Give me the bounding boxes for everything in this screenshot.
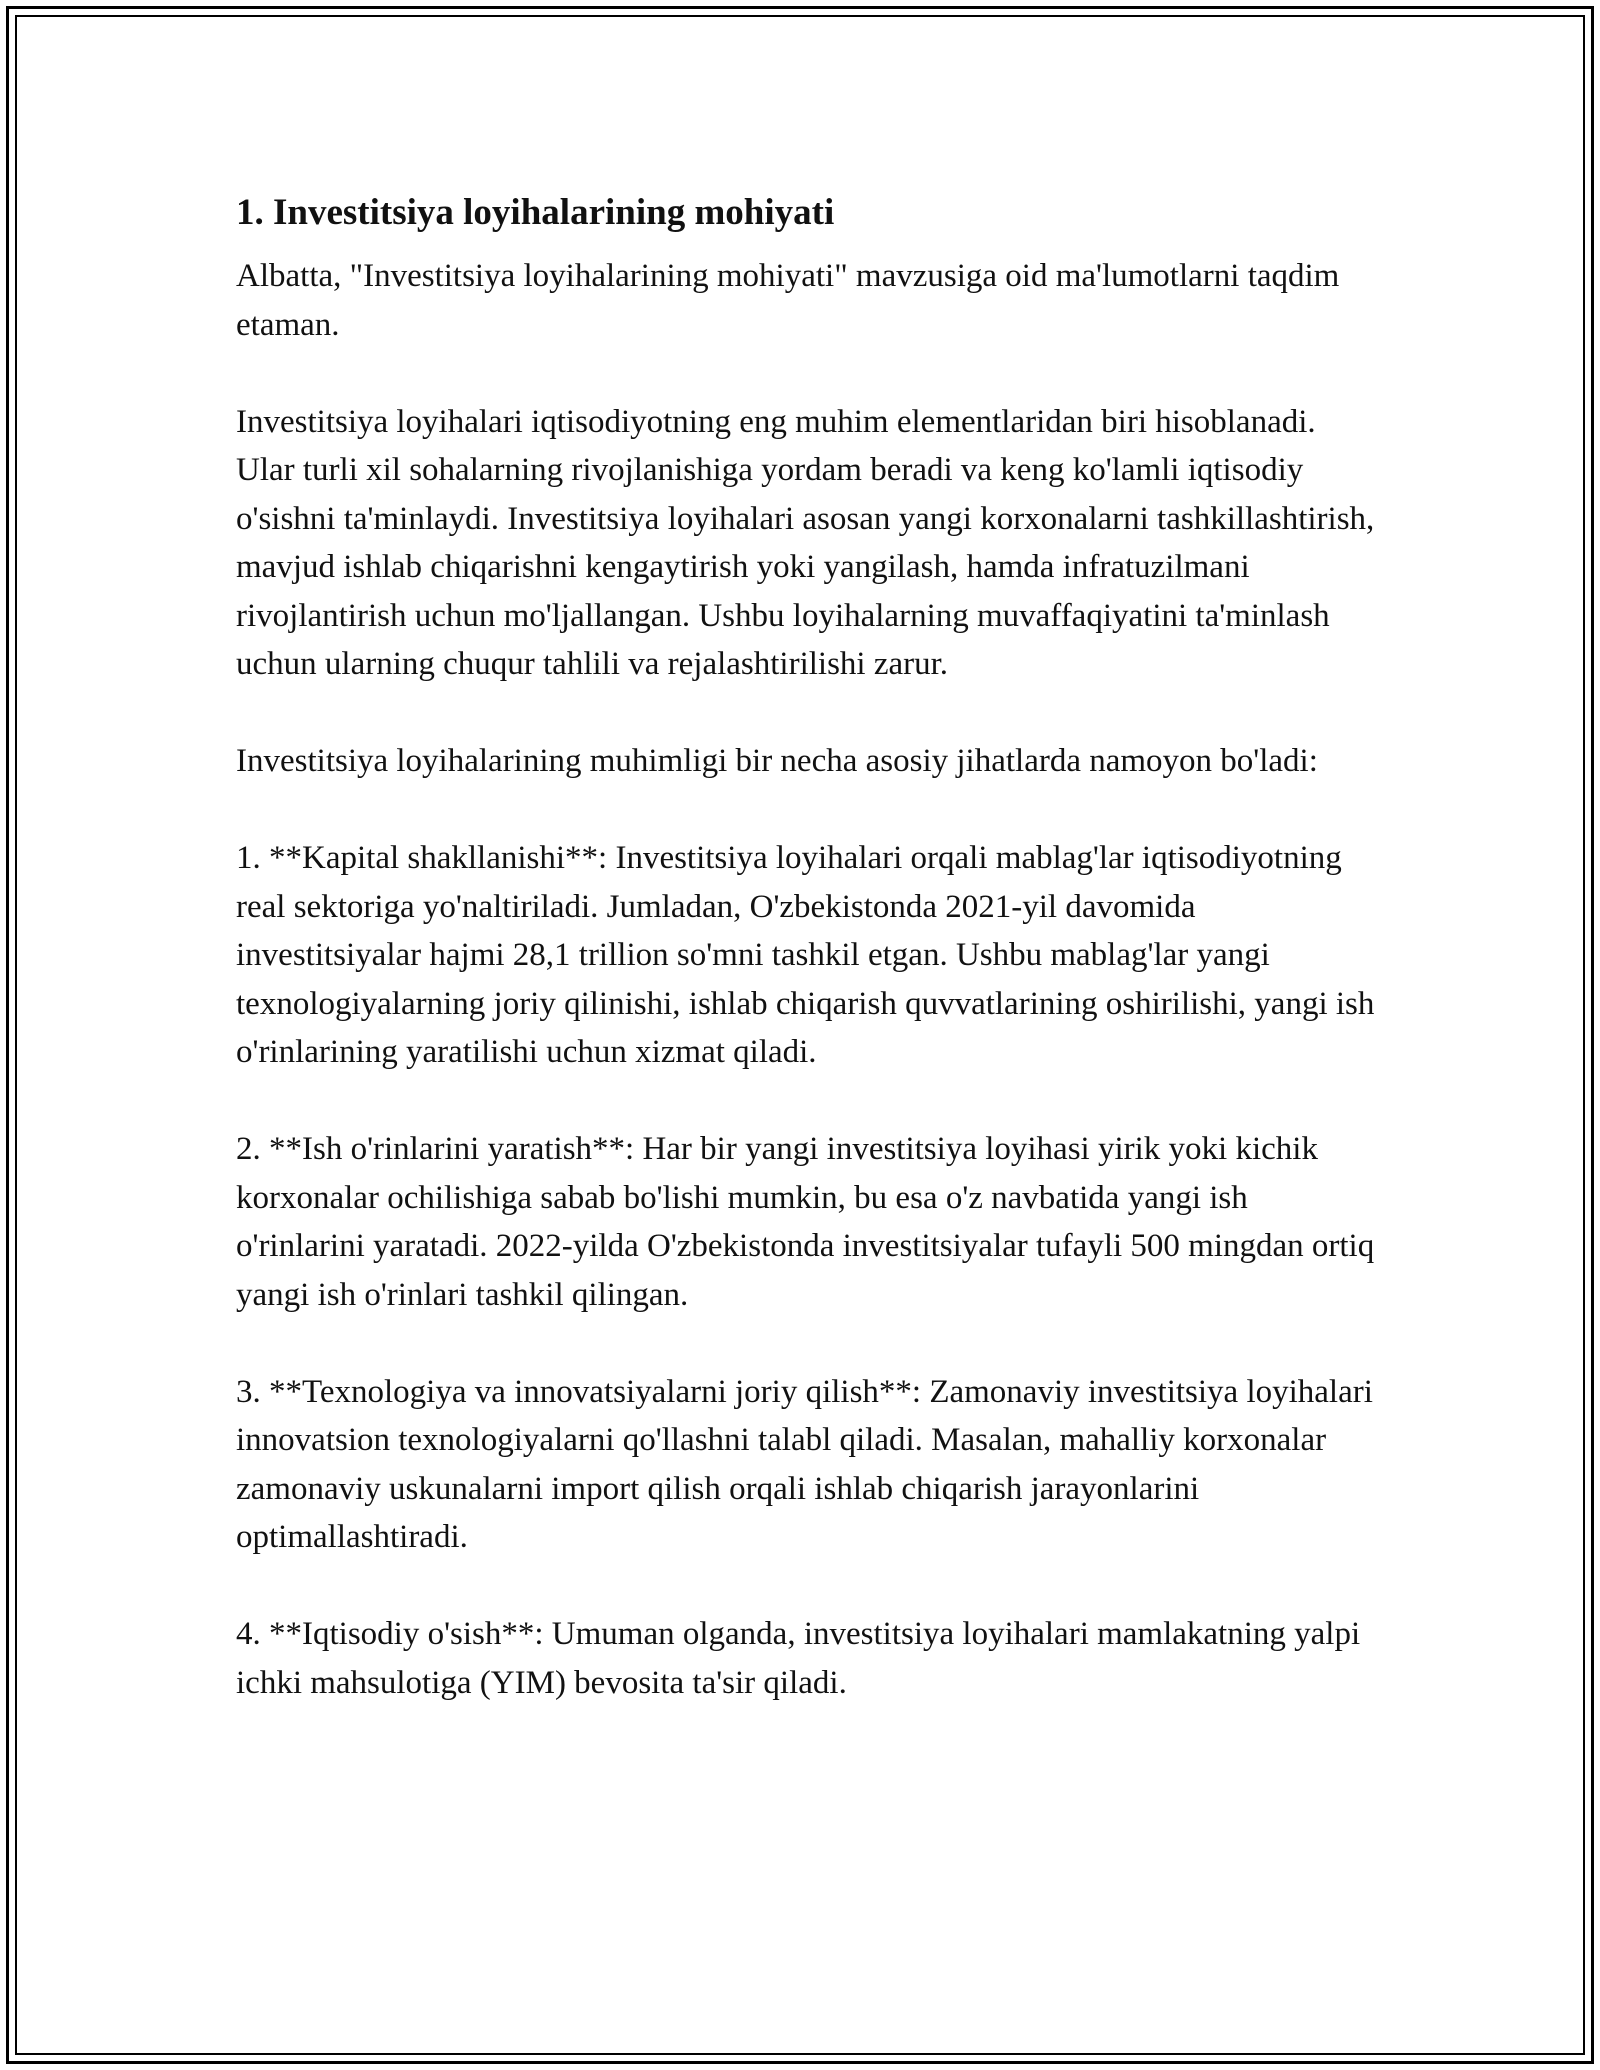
document-body <box>236 188 1376 1756</box>
intro-paragraph: Albatta, "Investitsiya loyihalarining mohiyati" mavzusiga oid ma'lumotlarni taqdim etaman. <box>236 258 1340 343</box>
list-item-capital: 1. **Kapital shakllanishi**: Investitsiya loyihalari orqali mablag'lar iqtisodiyotning real sektoriga yo'naltiriladi. Jumladan, O'zbekistonda 2021-yil davomida investitsiyalar hajmi 28,1 trillion so'mni tashkil etgan. Ushbu mablag'lar yangi texnologiyalarning joriy qilinishi, ishlab chiqarish quvvatlarining oshirilishi, yangi ish o'rinlarining yaratilishi uchun xizmat qiladi. <box>236 840 1375 1070</box>
importance-paragraph: Investitsiya loyihalarining muhimligi bir necha asosiy jihatlarda namoyon bo'ladi: <box>236 743 1318 779</box>
overview-paragraph: Investitsiya loyihalari iqtisodiyotning eng muhim elementlaridan biri hisoblanadi. Ular turli xil sohalarning rivojlanishiga yordam beradi va keng ko'lamli iqtisodiy o'sishni ta'minlaydi. Investitsiya loyihalari asosan yangi korxonalarni tashkillashtirish, mavjud ishlab chiqarishni kengaytirish yoki yangilash, hamda infratuzilmani rivojlantirish uchun mo'ljallangan. Ushbu loyihalarning muvaffaqiyatini ta'minlash uchun ularning chuqur tahlili va rejalashtirilishi zarur. <box>236 403 1375 682</box>
document-title: 1. Investitsiya loyihalarining mohiyati <box>236 192 835 233</box>
list-item-growth: 4. **Iqtisodiy o'sish**: Umuman olganda, investitsiya loyihalari mamlakatning yalpi ichki mahsulotiga (YIM) bevosita ta'sir qiladi. <box>236 1616 1361 1701</box>
list-item-technology: 3. **Texnologiya va innovatsiyalarni joriy qilish**: Zamonaviy investitsiya loyihalari innovatsion texnologiyalarni qo'llashni talabl qiladi. Masalan, mahalliy korxonalar zamonaviy uskunalarni import qilish orqali ishlab chiqarish jarayonlarini optimallashtiradi. <box>236 1373 1373 1555</box>
list-item-jobs: 2. **Ish o'rinlarini yaratish**: Har bir yangi investitsiya loyihasi yirik yoki kichik korxonalar ochilishiga sabab bo'lishi mumkin, bu esa o'z navbatida yangi ish o'rinlarini yaratadi. 2022-yilda O'zbekistonda investitsiyalar tufayli 500 mingdan ortiq yangi ish o'rinlari tashkil qilingan. <box>236 1131 1375 1313</box>
